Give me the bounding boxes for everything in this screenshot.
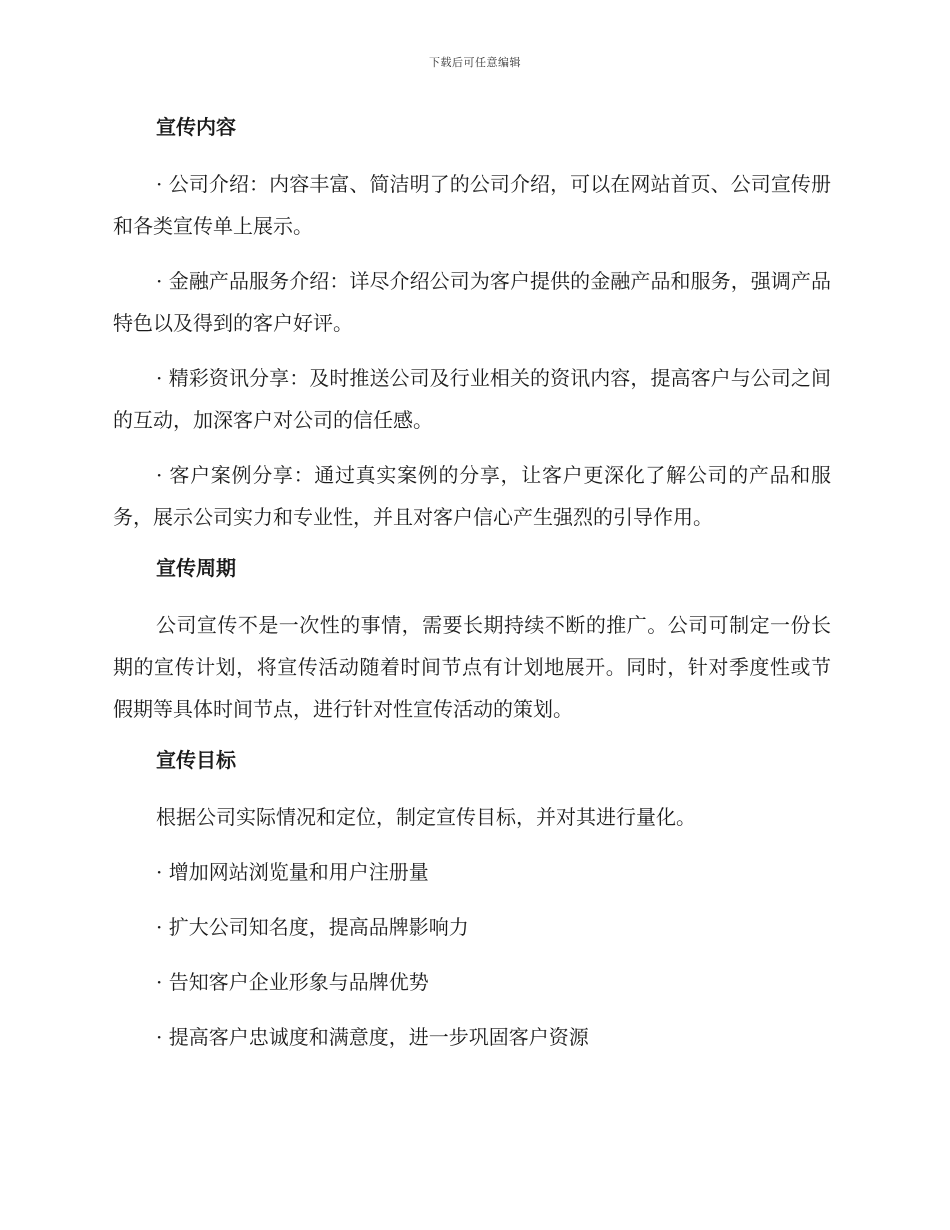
paragraph-goals-intro: 根据公司实际情况和定位，制定宣传目标，并对其进行量化。 bbox=[156, 805, 696, 829]
page-header-note: 下载后可任意编辑 bbox=[429, 56, 521, 69]
paragraph-case-sharing: · 客户案例分享：通过真实案例的分享，让客户更深化了解公司的产品和服务，展示公司实力和专业性，并且对客户信心产生强烈的引导作用。 bbox=[113, 463, 831, 529]
paragraph-promotion-cycle: 公司宣传不是一次性的事情，需要长期持续不断的推广。公司可制定一份长期的宣传计划，将宣传活动随着时间节点有计划地展开。同时，针对季度性或节假期等具体时间节点，进行针对性宣传活动的策划。 bbox=[113, 613, 831, 721]
paragraph-product-intro: · 金融产品服务介绍：详尽介绍公司为客户提供的金融产品和服务，强调产品特色以及得到的客户好评。 bbox=[113, 269, 831, 335]
section-heading: 宣传目标 bbox=[156, 748, 236, 772]
section-heading: 宣传周期 bbox=[156, 556, 236, 580]
list-item: · 扩大公司知名度，提高品牌影响力 bbox=[156, 915, 469, 939]
list-item: · 增加网站浏览量和用户注册量 bbox=[156, 860, 429, 884]
list-item: · 告知客户企业形象与品牌优势 bbox=[156, 970, 429, 994]
section-heading: 宣传内容 bbox=[156, 115, 236, 139]
paragraph-company-intro: · 公司介绍：内容丰富、简洁明了的公司介绍，可以在网站首页、公司宣传册和各类宣传单上展示。 bbox=[113, 172, 831, 238]
document-body bbox=[113, 110, 831, 1058]
list-item: · 提高客户忠诚度和满意度，进一步巩固客户资源 bbox=[156, 1025, 589, 1049]
paragraph-news-sharing: · 精彩资讯分享：及时推送公司及行业相关的资讯内容，提高客户与公司之间的互动，加深客户对公司的信任感。 bbox=[113, 366, 831, 432]
